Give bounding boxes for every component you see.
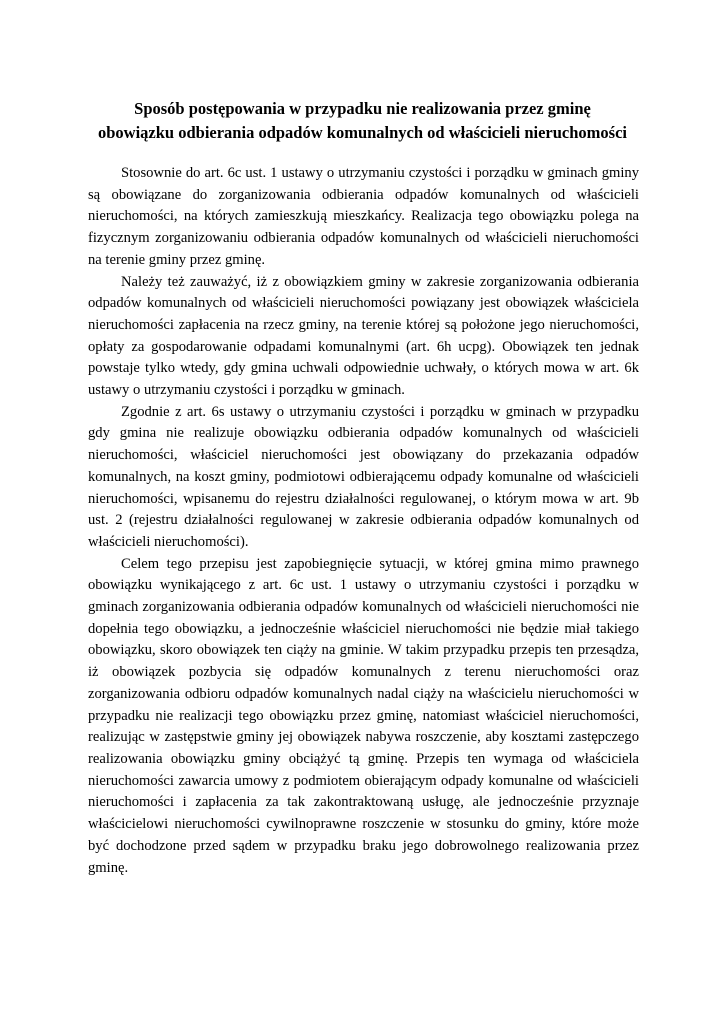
paragraph-3: Zgodnie z art. 6s ustawy o utrzymaniu czystości i porządku w gminach w przypadku gdy gmina nie realizuje obowiązku odbierania odpadów komunalnych od właścicieli nieruchomości, właściciel nieruchomości jest obowiązany do przekazania odpadów komunalnych, na koszt gminy, podmiotowi odbierającemu odpady komunalne od właścicieli nieruchomości, wpisanemu do rejestru działalności regulowanej, o którym mowa w art. 9b ust. 2 (rejestru działalności regulowanej w zakresie odbierania odpadów komunalnych od właścicieli nieruchomości).: [88, 403, 639, 550]
paragraph-4: Celem tego przepisu jest zapobiegnięcie sytuacji, w której gmina mimo prawnego obowiązku wynikającego z art. 6c ust. 1 ustawy o utrzymaniu czystości i porządku w gminach zorganizowania odbierania odpadów komunalnych od właścicieli nieruchomości nie dopełnia tego obowiązku, a jednocześnie właściciel nieruchomości nie będzie miał takiego obowiązku, skoro obowiązek ten ciąży na gminie. W takim przypadku przepis ten przesądza, iż obowiązek pozbycia się odpadów komunalnych z terenu nieruchomości oraz zorganizowania odbioru odpadów komunalnych nadal ciąży na właścicielu nieruchomości w przypadku nie realizacji tego obowiązku przez gminę, natomiast właściciel nieruchomości, realizując w zastępstwie gminy jej obowiązek nabywa roszczenie, aby kosztami zastępczego realizowania obowiązku gminy obciążyć tą gminę. Przepis ten wymaga od właściciela nieruchomości zawarcia umowy z podmiotem obierającym odpady komunalne od właścicieli nieruchomości i zapłacenia za tak zakontraktowaną usługę, ale jednocześnie przyznaje właścicielowi nieruchomości cywilnoprawne roszczenie w stosunku do gminy, które może być dochodzone przed sądem w przypadku braku jego dobrowolnego realizowania przez gminę.: [88, 555, 639, 876]
paragraph-1: Stosownie do art. 6c ust. 1 ustawy o utrzymaniu czystości i porządku w gminach gminy są obowiązane do zorganizowania odbierania odpadów komunalnych od właścicieli nieruchomości, na których zamieszkują mieszkańcy. Realizacja tego obowiązku polega na fizycznym zorganizowaniu odbierania odpadów komunalnych od właścicieli nieruchomości na terenie gminy przez gminę.: [88, 165, 639, 268]
title-line-1: Sposób postępowania w przypadku nie realizowania przez gminę: [134, 99, 591, 118]
document-title: [60, 97, 665, 145]
title-line-2: obowiązku odbierania odpadów komunalnych od właścicieli nieruchomości: [98, 123, 627, 142]
document-body: [88, 163, 639, 879]
paragraph-2: Należy też zauważyć, iż z obowiązkiem gminy w zakresie zorganizowania odbierania odpadów komunalnych od właścicieli nieruchomości powiązany jest obowiązek właściciela nieruchomości zapłacenia na rzecz gminy, na terenie której są położone jego nieruchomości, opłaty za gospodarowanie odpadami komunalnymi (art. 6h ucpg). Obowiązek ten jednak powstaje tylko wtedy, gdy gmina uchwali odpowiednie uchwały, o których mowa w art. 6k ustawy o utrzymaniu czystości i porządku w gminach.: [88, 273, 639, 399]
